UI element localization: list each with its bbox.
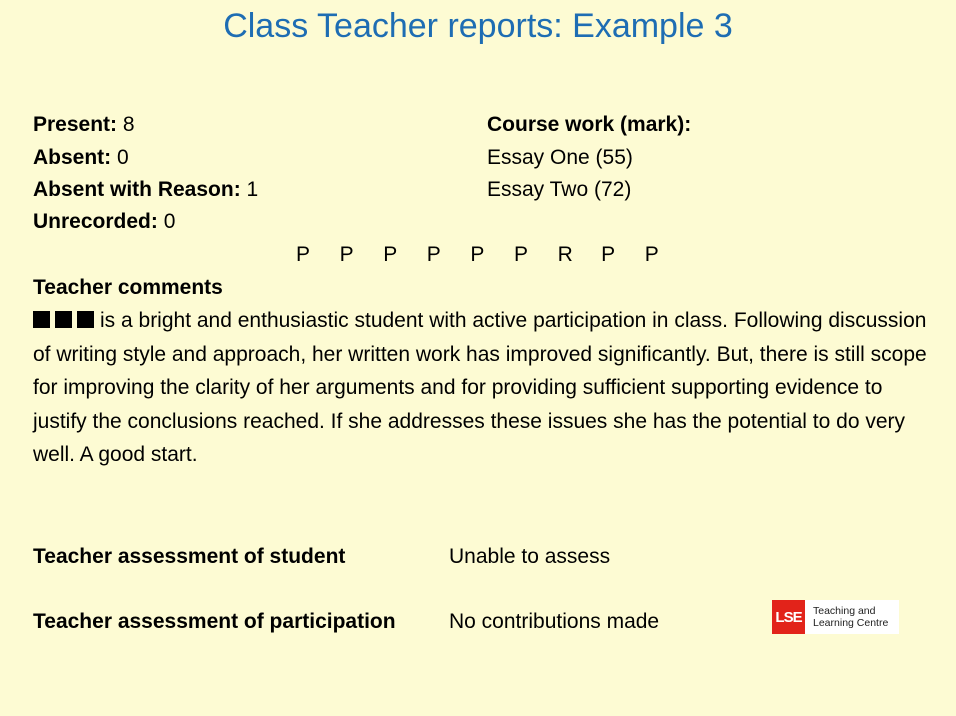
attendance-code: P — [296, 243, 311, 266]
lse-logo-text — [813, 605, 888, 629]
redaction-block — [55, 311, 72, 328]
comments-text-block — [33, 304, 933, 472]
student-assessment-value: Unable to assess — [449, 545, 611, 568]
coursework-heading: Course work (mark): — [487, 113, 692, 136]
student-assessment-label: Teacher assessment of student — [33, 545, 346, 568]
attendance-codes — [296, 238, 688, 271]
attendance-code: P — [513, 243, 528, 266]
absent-reason-row — [33, 173, 258, 206]
redaction-block — [33, 311, 50, 328]
absent-reason-value: 1 — [246, 178, 259, 201]
participation-assessment-label: Teacher assessment of participation — [33, 610, 396, 633]
absent-row — [33, 141, 129, 174]
present-label: Present: — [33, 113, 118, 136]
lse-logo-line-2: Learning Centre — [813, 617, 889, 629]
attendance-code: P — [644, 243, 659, 266]
unrecorded-row — [33, 205, 175, 238]
redacted-name — [33, 309, 99, 332]
attendance-code: P — [470, 243, 485, 266]
page-title: Class Teacher reports: Example 3 — [223, 7, 733, 45]
coursework-item-2: Essay Two (72) — [487, 178, 632, 201]
absent-reason-label: Absent with Reason: — [33, 178, 241, 201]
redaction-block — [77, 311, 94, 328]
attendance-code: P — [339, 243, 354, 266]
lse-logo-line-1: Teaching and — [813, 605, 876, 617]
unrecorded-value: 0 — [163, 210, 176, 233]
present-row — [33, 108, 135, 141]
lse-logo-mark: LSE — [772, 600, 805, 634]
comments-heading: Teacher comments — [33, 276, 223, 299]
lse-logo — [772, 600, 899, 634]
participation-assessment-value: No contributions made — [449, 610, 660, 633]
attendance-code: P — [383, 243, 398, 266]
unrecorded-label: Unrecorded: — [33, 210, 158, 233]
coursework-item-1: Essay One (55) — [487, 146, 633, 169]
attendance-code: P — [426, 243, 441, 266]
comments-text: is a bright and enthusiastic student with active participation in class. Following discussion of writing style and approach, her written work has improved significantly. But, there is still scope for improving the clarity of her arguments and for providing sufficient supporting evidence to justify the conclusions reached. If she addresses these issues she has the potential to do very well. A good start. — [33, 309, 927, 466]
present-value: 8 — [122, 113, 135, 136]
attendance-code: P — [601, 243, 616, 266]
attendance-code: R — [557, 243, 573, 266]
absent-value: 0 — [117, 146, 129, 169]
absent-label: Absent: — [33, 146, 112, 169]
